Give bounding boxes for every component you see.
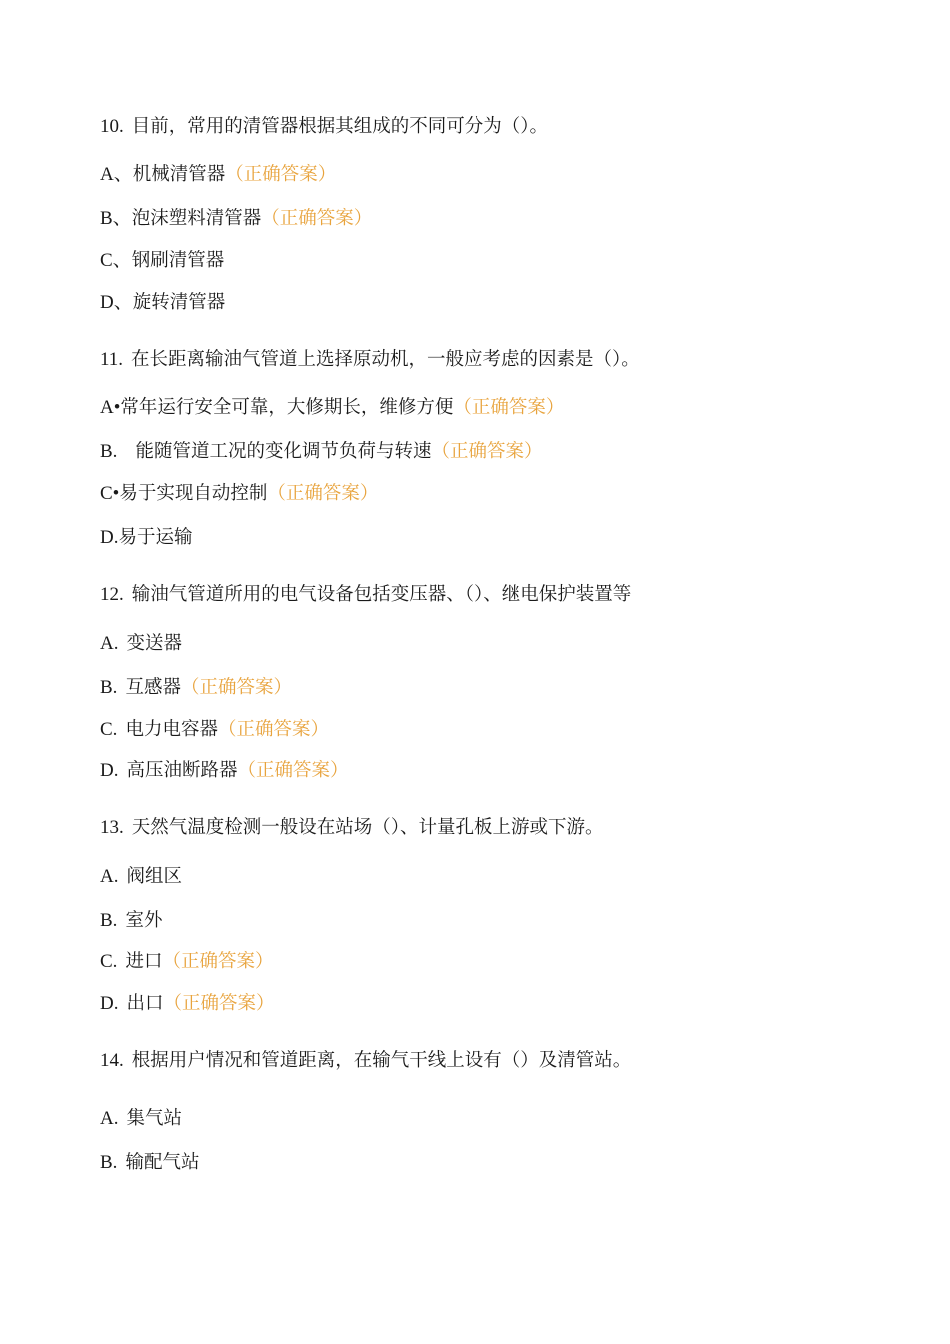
option-10-d (100, 290, 225, 316)
option-label: D. (100, 527, 119, 548)
question-text: 天然气温度检测一般设在站场（）、计量孔板上游或下游。 (131, 817, 604, 838)
option-label: C. (100, 719, 118, 740)
correct-answer-marker: （正确答案） (180, 677, 292, 698)
question-text: 根据用户情况和管道距离，在输气干线上设有（）及清管站。 (131, 1050, 632, 1071)
option-text: 能随管道工况的变化调节负荷与转速 (135, 441, 432, 462)
correct-answer-marker: （正确答案） (237, 760, 349, 781)
option-text: 易于运输 (118, 527, 193, 548)
correct-answer-marker: （正确答案） (162, 951, 274, 972)
option-12-c (100, 717, 329, 743)
option-label: D、 (100, 292, 133, 313)
option-11-d (100, 525, 193, 551)
question-number: 10. (100, 116, 124, 137)
correct-answer-marker: （正确答案） (261, 208, 373, 229)
correct-answer-marker: （正确答案） (267, 483, 379, 504)
option-text: 变送器 (126, 633, 182, 654)
correct-answer-marker: （正确答案） (453, 397, 565, 418)
option-label: C、 (100, 250, 132, 271)
option-text: 室外 (125, 910, 163, 931)
option-text: 集气站 (126, 1108, 182, 1129)
question-13 (100, 815, 604, 841)
question-number: 12. (100, 584, 124, 605)
question-14 (100, 1048, 631, 1074)
option-text: 泡沫塑料清管器 (131, 208, 262, 229)
option-label: A. (100, 1108, 119, 1129)
option-11-b (100, 439, 542, 465)
question-text: 在长距离输油气管道上选择原动机，一般应考虑的因素是（）。 (131, 349, 640, 370)
option-text: 高压油断路器 (126, 760, 238, 781)
option-13-c (100, 949, 273, 975)
option-text: 易于实现自动控制 (119, 483, 268, 504)
option-12-a (100, 631, 182, 657)
option-label: C. (100, 951, 118, 972)
option-12-b (100, 675, 292, 701)
option-label: A• (100, 397, 121, 418)
option-10-c (100, 248, 224, 274)
question-11 (100, 347, 640, 373)
option-label: A. (100, 866, 119, 887)
option-text: 电力电容器 (125, 719, 218, 740)
correct-answer-marker: （正确答案） (163, 993, 275, 1014)
question-10 (100, 114, 548, 140)
option-label: A、 (100, 164, 133, 185)
option-14-a (100, 1106, 182, 1132)
option-label: D. (100, 760, 119, 781)
option-label: B、 (100, 208, 132, 229)
option-text: 出口 (126, 993, 164, 1014)
question-number: 13. (100, 817, 124, 838)
option-11-a (100, 395, 564, 421)
option-11-c (100, 481, 378, 507)
option-text: 互感器 (125, 677, 181, 698)
correct-answer-marker: （正确答案） (431, 441, 543, 462)
option-label: B. (100, 677, 118, 698)
option-label: D. (100, 993, 119, 1014)
option-text: 输配气站 (125, 1152, 200, 1173)
question-text: 输油气管道所用的电气设备包括变压器、（）、继电保护装置等 (131, 584, 632, 605)
option-10-a (100, 162, 336, 188)
option-12-d (100, 758, 349, 784)
option-label: B. (100, 441, 118, 462)
option-10-b (100, 206, 372, 232)
option-text: 机械清管器 (132, 164, 226, 185)
option-text: 旋转清管器 (132, 292, 226, 313)
option-13-b (100, 908, 162, 934)
correct-answer-marker: （正确答案） (217, 719, 329, 740)
correct-answer-marker: （正确答案） (225, 164, 337, 185)
option-14-b (100, 1150, 199, 1176)
question-number: 14. (100, 1050, 124, 1071)
question-number: 11. (100, 349, 124, 370)
option-label: B. (100, 1152, 118, 1173)
question-12 (100, 582, 631, 608)
option-label: B. (100, 910, 118, 931)
option-text: 钢刷清管器 (131, 250, 225, 271)
option-13-a (100, 864, 182, 890)
option-text: 进口 (125, 951, 163, 972)
option-text: 常年运行安全可靠，大修期长，维修方便 (120, 397, 454, 418)
option-13-d (100, 991, 275, 1017)
option-text: 阀组区 (126, 866, 182, 887)
question-text: 目前，常用的清管器根据其组成的不同可分为（）。 (131, 116, 549, 137)
option-label: A. (100, 633, 119, 654)
option-label: C• (100, 483, 120, 504)
